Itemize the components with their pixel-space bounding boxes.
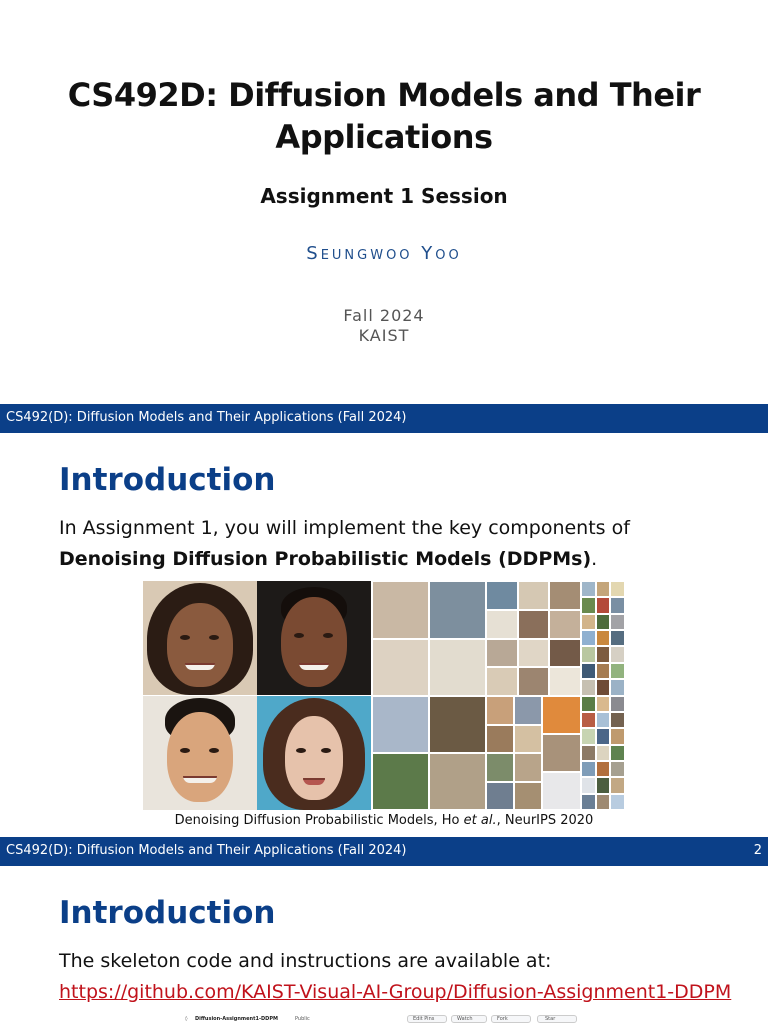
face-sample-1	[143, 581, 257, 695]
church-samples-large	[372, 696, 486, 810]
github-repo-screenshot	[185, 1014, 585, 1024]
page-number: 2	[753, 843, 762, 858]
bedroom-samples-small	[486, 581, 581, 696]
caption-post: , NeurIPS 2020	[496, 813, 594, 828]
slide-title: CS492D: Diffusion Models and Their Applications	[67, 76, 701, 156]
slide-footer-1	[0, 404, 768, 433]
term-block	[0, 306, 768, 346]
slide2-line1: In Assignment 1, you will implement the key components of	[59, 517, 630, 539]
slide3-line1: The skeleton code and instructions are available at:	[59, 950, 552, 972]
footer-course-text: CS492(D): Diffusion Models and Their Applications (Fall 2024)	[6, 410, 407, 425]
slide-footer-2	[0, 837, 768, 866]
star-button[interactable]	[537, 1015, 577, 1023]
ddpm-samples-figure	[143, 581, 625, 810]
author-name: Seungwoo Yoo	[306, 243, 462, 264]
line2-period: .	[591, 548, 598, 570]
face-sample-4	[257, 696, 371, 810]
repo-name: Diffusion-Assignment1-DDPM	[195, 1016, 278, 1022]
face-sample-3	[143, 696, 257, 810]
github-repo-link[interactable]: https://github.com/KAIST-Visual-AI-Group/Diffusion-Assignment1-DDPM	[59, 981, 732, 1003]
footer-course-text: CS492(D): Diffusion Models and Their Applications (Fall 2024)	[6, 843, 407, 858]
edit-pins-label: Edit Pins	[413, 1016, 435, 1022]
cat-samples	[542, 696, 581, 810]
face-sample-2	[257, 581, 371, 695]
repo-icon: ◊	[185, 1016, 188, 1022]
caption-italic: et al.	[463, 813, 497, 828]
slide2-body	[59, 513, 630, 575]
church-samples-small	[486, 696, 542, 810]
fork-label: Fork	[497, 1016, 508, 1022]
term: Fall 2024	[343, 306, 425, 325]
institution: KAIST	[358, 326, 410, 345]
figure-caption	[0, 813, 768, 828]
slide2-heading: Introduction	[59, 462, 276, 498]
star-label: Star	[545, 1016, 556, 1022]
watch-label: Watch	[457, 1016, 473, 1022]
title-slide	[0, 0, 768, 404]
ddpm-term: Denoising Diffusion Probabilistic Models (DDPMs)	[59, 548, 592, 570]
bedroom-samples-large	[372, 581, 486, 696]
slide3-body	[59, 946, 731, 1008]
slide3-heading: Introduction	[59, 895, 276, 931]
repo-visibility: Public	[295, 1016, 310, 1022]
cifar10-samples	[581, 581, 625, 810]
slide2-line2	[59, 544, 630, 575]
caption-pre: Denoising Diffusion Probabilistic Models, Ho	[174, 813, 464, 828]
slide-subtitle: Assignment 1 Session	[260, 184, 508, 208]
